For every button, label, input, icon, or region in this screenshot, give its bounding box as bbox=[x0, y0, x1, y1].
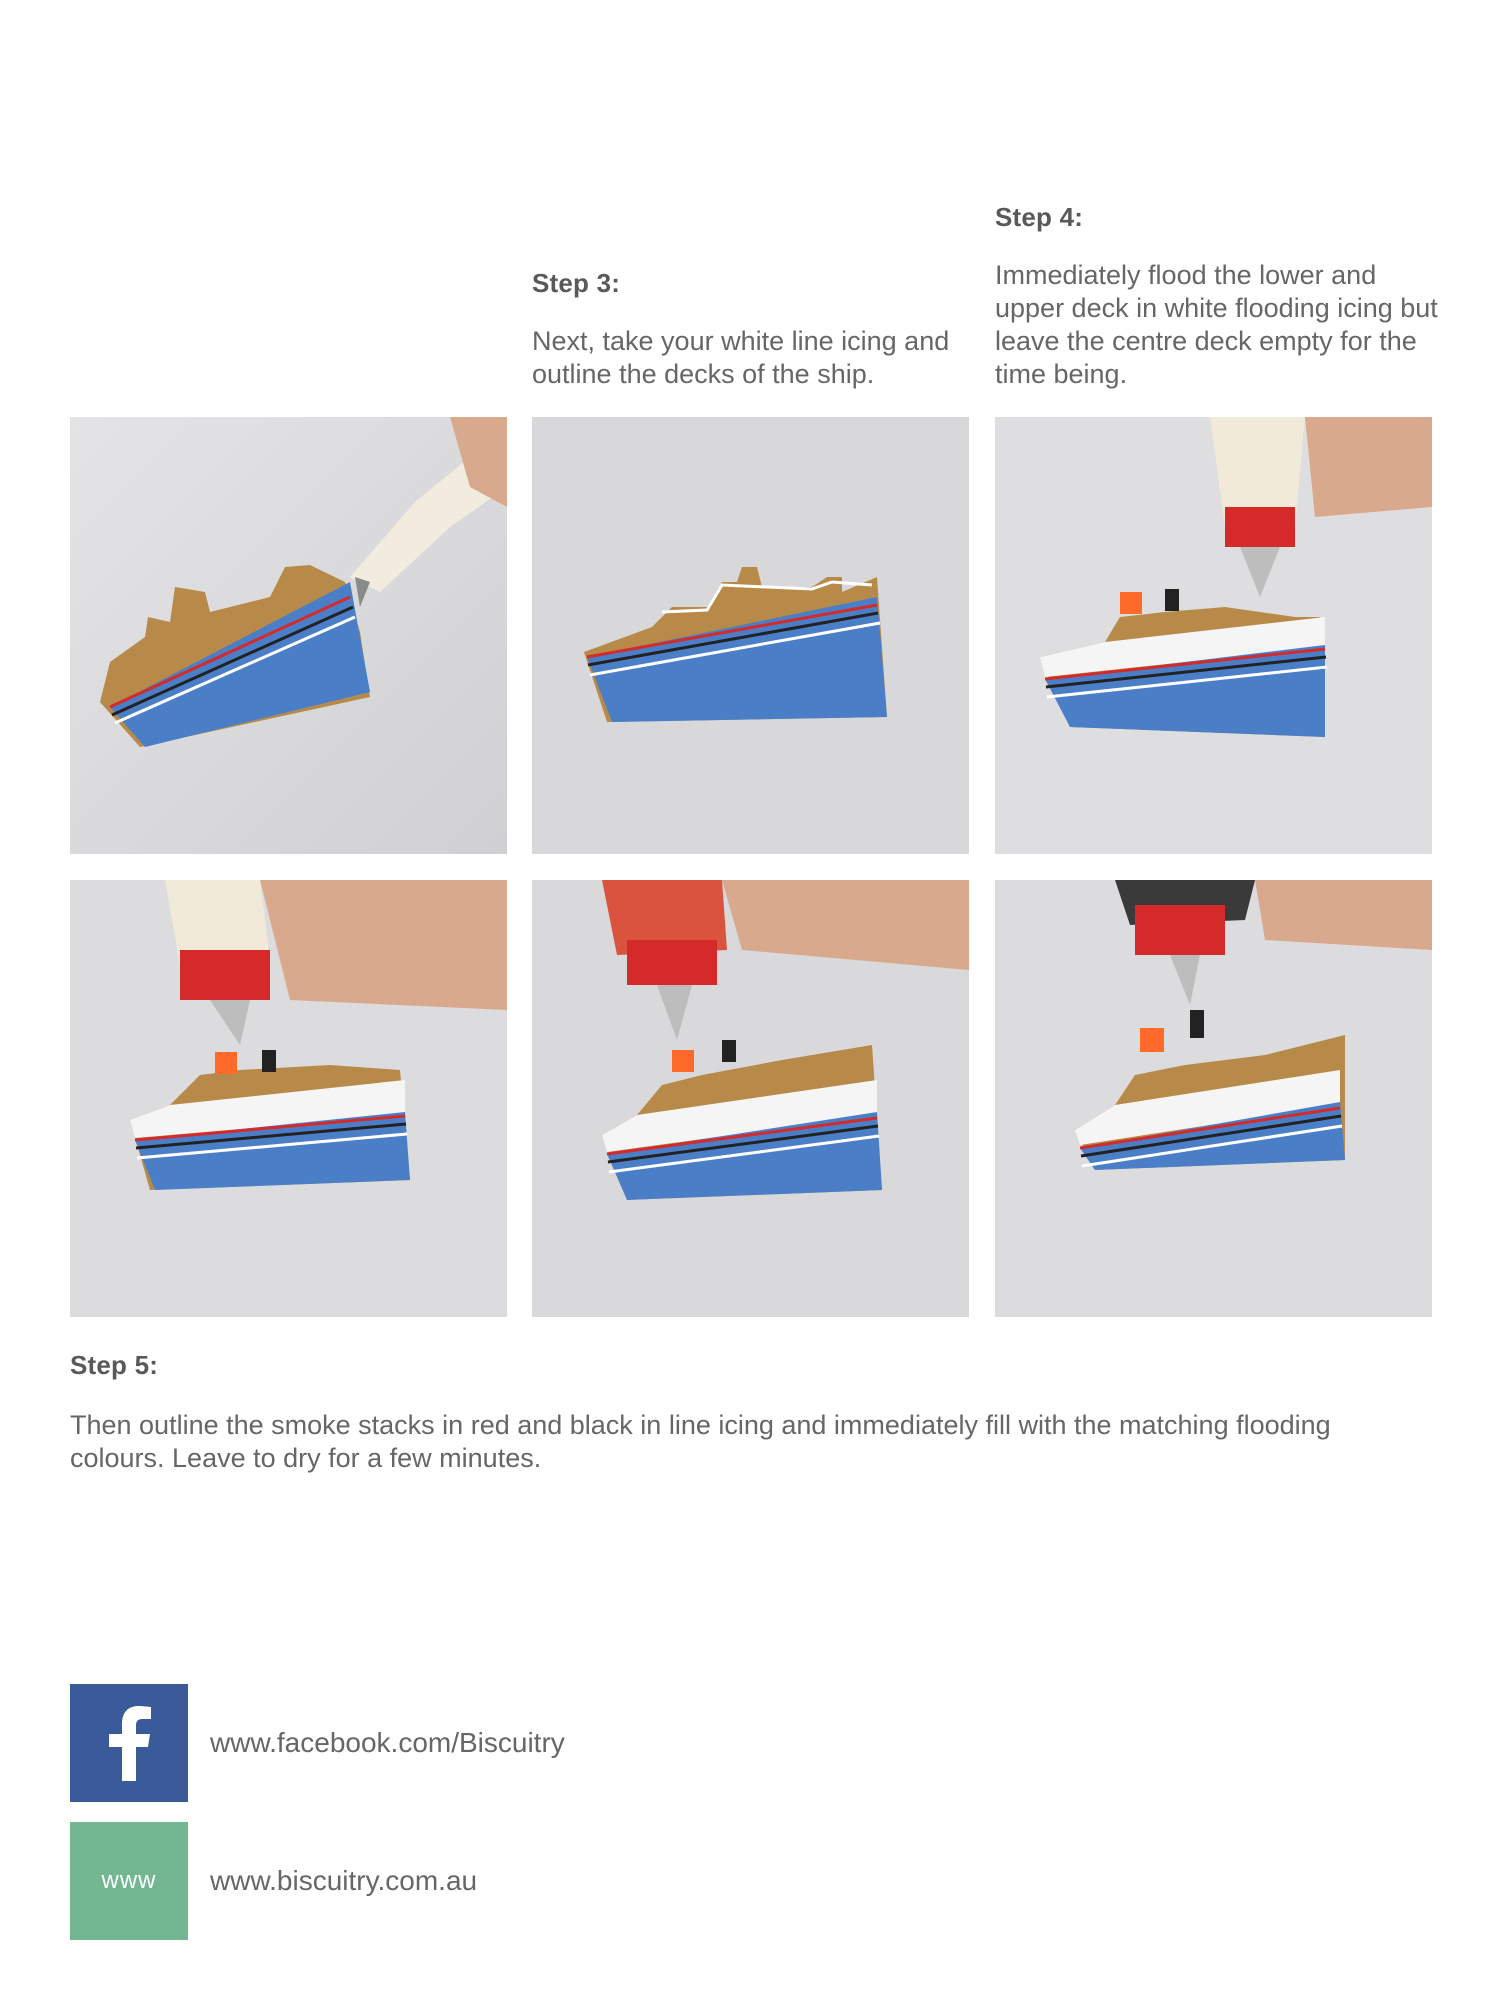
facebook-link[interactable]: www.facebook.com/Biscuitry bbox=[210, 1727, 565, 1758]
facebook-row bbox=[70, 1684, 565, 1802]
photo-step-2-outlining-hull bbox=[70, 417, 507, 854]
photo-step-5-black-flood bbox=[995, 880, 1432, 1317]
photo-step-5-red-flood bbox=[532, 880, 969, 1317]
step-5-text: Then outline the smoke stacks in red and black in line icing and immediately fill with the matching flooding colours. Leave to dry for a few minutes. bbox=[70, 1410, 1331, 1473]
step-3-text: Next, take your white line icing and outline the decks of the ship. bbox=[532, 326, 950, 389]
facebook-icon[interactable] bbox=[70, 1684, 188, 1802]
step-5-title: Step 5: bbox=[70, 1350, 159, 1380]
photo-step-3-outlined-decks bbox=[532, 417, 969, 854]
step-4 bbox=[995, 202, 1445, 391]
website-link[interactable]: www.biscuitry.com.au bbox=[210, 1865, 478, 1896]
www-label: www bbox=[101, 1867, 157, 1894]
photo-step-5-red-stack bbox=[70, 880, 507, 1317]
step-4-title: Step 4: bbox=[995, 202, 1084, 232]
photo-step-4-flooding-decks bbox=[995, 417, 1432, 854]
step-3 bbox=[532, 268, 972, 391]
step-5 bbox=[70, 1350, 1430, 1475]
step-3-title: Step 3: bbox=[532, 268, 621, 298]
step-4-text: Immediately flood the lower and upper deck in white flooding icing but leave the centre deck empty for the time being. bbox=[995, 260, 1438, 389]
website-row bbox=[70, 1822, 477, 1940]
www-icon[interactable] bbox=[70, 1822, 188, 1940]
